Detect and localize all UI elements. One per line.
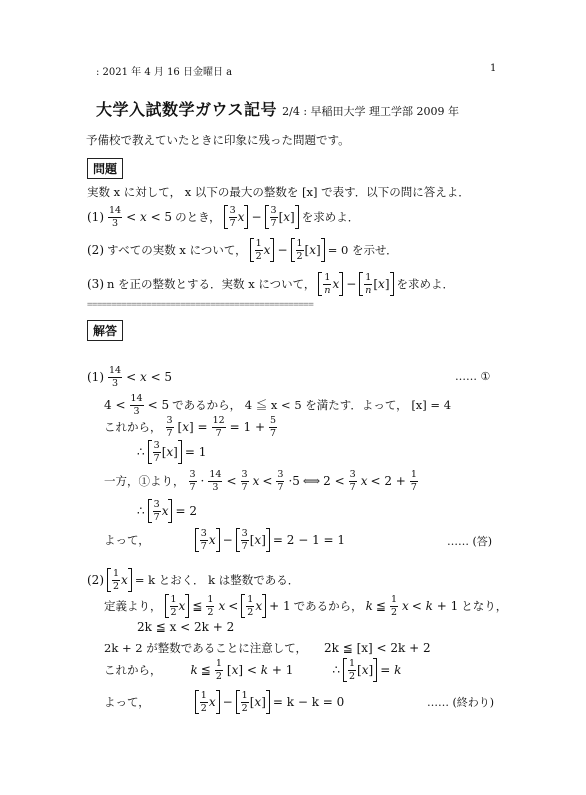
a1-line7-lead: よって，	[104, 533, 150, 547]
a2-tag: …… (終わり)	[427, 696, 495, 709]
answer1-line2: 4 < 14 3 < 5 であるから， 4 ≦ x < 5 を満たす．よって， [x] = 4	[104, 393, 452, 417]
a1-line5-lead: 一方，①より，	[104, 474, 185, 488]
a1-line2-text: であるから， 4 ≦ x < 5 を満たす．よって， [x] = 4	[172, 398, 452, 412]
answer1-line1: (1) 14 3 < x < 5	[87, 365, 173, 389]
a2-label: (2)	[87, 573, 104, 587]
a2-line5-lead: これから，	[104, 663, 162, 677]
separator-line: ==============================================	[87, 300, 314, 310]
answer2-line1: (2) 1 2 x = k とおく． k は整数である．	[87, 568, 300, 592]
a2-line6-val: = k − k = 0	[272, 695, 345, 709]
a2-line5-therefore: ∴	[332, 663, 340, 677]
a1-line4-val: = 1	[184, 445, 207, 459]
page-subtitle: 2/4 : 早稲田大学 理工学部 2009 年	[282, 105, 460, 118]
answer2-line6: よって， 1 2 x − 1 2 [ x ] = k − k = 0	[104, 690, 345, 714]
title-block	[96, 97, 459, 120]
a1-tag: …… (答)	[447, 535, 493, 548]
a2-line2-mid: であるから，	[293, 599, 363, 613]
a1-line3-lead: これから，	[104, 420, 162, 434]
problem-lead: 実数 x に対して， x 以下の最大の整数を [x] で表す．以下の問に答えよ．	[87, 185, 470, 199]
answer1-line6: ∴ 3 7 x = 2	[137, 499, 197, 523]
a2-line1-text: = k とおく． k は整数である．	[134, 573, 300, 587]
q1-label: (1)	[87, 210, 104, 224]
running-header-date: : 2021 年 4 月 16 日金曜日 a	[96, 67, 233, 78]
q1-end: を求めよ．	[301, 210, 360, 224]
answer1-line7: よって， 3 7 x − 3 7 [ x ] = 2 − 1 = 1	[104, 528, 346, 552]
a2-line4-text: 2k + 2 が整数であることに注意して，	[104, 641, 307, 655]
a2-line3: 2k ≦ x < 2k + 2	[137, 620, 235, 634]
problem-q3: (3) n を正の整数とする．実数 x について， 1 n x − 1 n [ x ] を求めよ．	[87, 272, 454, 296]
a2-line2-lead: 定義より，	[104, 599, 162, 613]
q3-lead: n を正の整数とする．実数 x について，	[107, 277, 316, 291]
answer1-line3: これから， 3 7 [x] = $\frac{12}{7}$ = 1 + $\frac{5}{7}$	[104, 415, 277, 439]
a1-line7-val: = 2 − 1 = 1	[272, 533, 346, 547]
q1-mid: のとき，	[175, 210, 221, 224]
a1-marker: …… ①	[455, 370, 491, 383]
q2-lead: すべての実数 x について，	[107, 243, 247, 257]
q3-label: (3)	[87, 277, 104, 291]
a2-line6-lead: よって，	[104, 695, 150, 709]
q2-end: = 0 を示せ．	[327, 243, 398, 257]
a2-line2-end: となり，	[461, 599, 508, 613]
answer2-line5: これから， k ≦ 1 2 [x] < k + 1 ∴ 1 2 [ x ] = k	[104, 658, 402, 682]
problem-q1: (1) 14 3 < x < 5 のとき， 3 7 x − 3 7 [ x ] を求めよ．	[87, 205, 360, 229]
q2-label: (2)	[87, 243, 104, 257]
answer2-line2: 定義より， 1 2 x ≦ 1 2 x < 1 2 x + 1 であるから， k ≦ 1 2 x < k + 1 となり，	[104, 594, 508, 618]
problem-q2: (2) すべての実数 x について， 1 2 x − 1 2 [ x ] = 0 を示せ．	[87, 238, 398, 262]
a1-therefore: ∴	[137, 445, 145, 459]
answer1-line5: 一方，①より， 3 7 · 14 3 < 3 7 x < 3 7 ·5 ⟺ 2 < 3 7 x < 2 + $\frac{1}{7}$	[104, 469, 417, 493]
a1-label: (1)	[87, 370, 104, 384]
answer1-line4: ∴ 3 7 [ x ] = 1	[137, 440, 207, 464]
a1-line5-mid: ⟺	[302, 474, 321, 488]
intro-text: 予備校で教えていたときに印象に残った問題です。	[86, 133, 350, 147]
answer-heading: 解答	[87, 320, 123, 341]
a2-line4-expr: 2k ≦ [x] < 2k + 2	[323, 641, 431, 655]
answer2-line4	[104, 640, 431, 656]
problem-heading: 問題	[87, 158, 123, 179]
a1-therefore-2: ∴	[137, 504, 145, 518]
page-number: 1	[490, 63, 497, 74]
q3-end: を求めよ．	[396, 277, 454, 291]
a1-line6-val: = 2	[175, 504, 197, 518]
page-title: 大学入試数学ガウス記号	[96, 100, 278, 119]
